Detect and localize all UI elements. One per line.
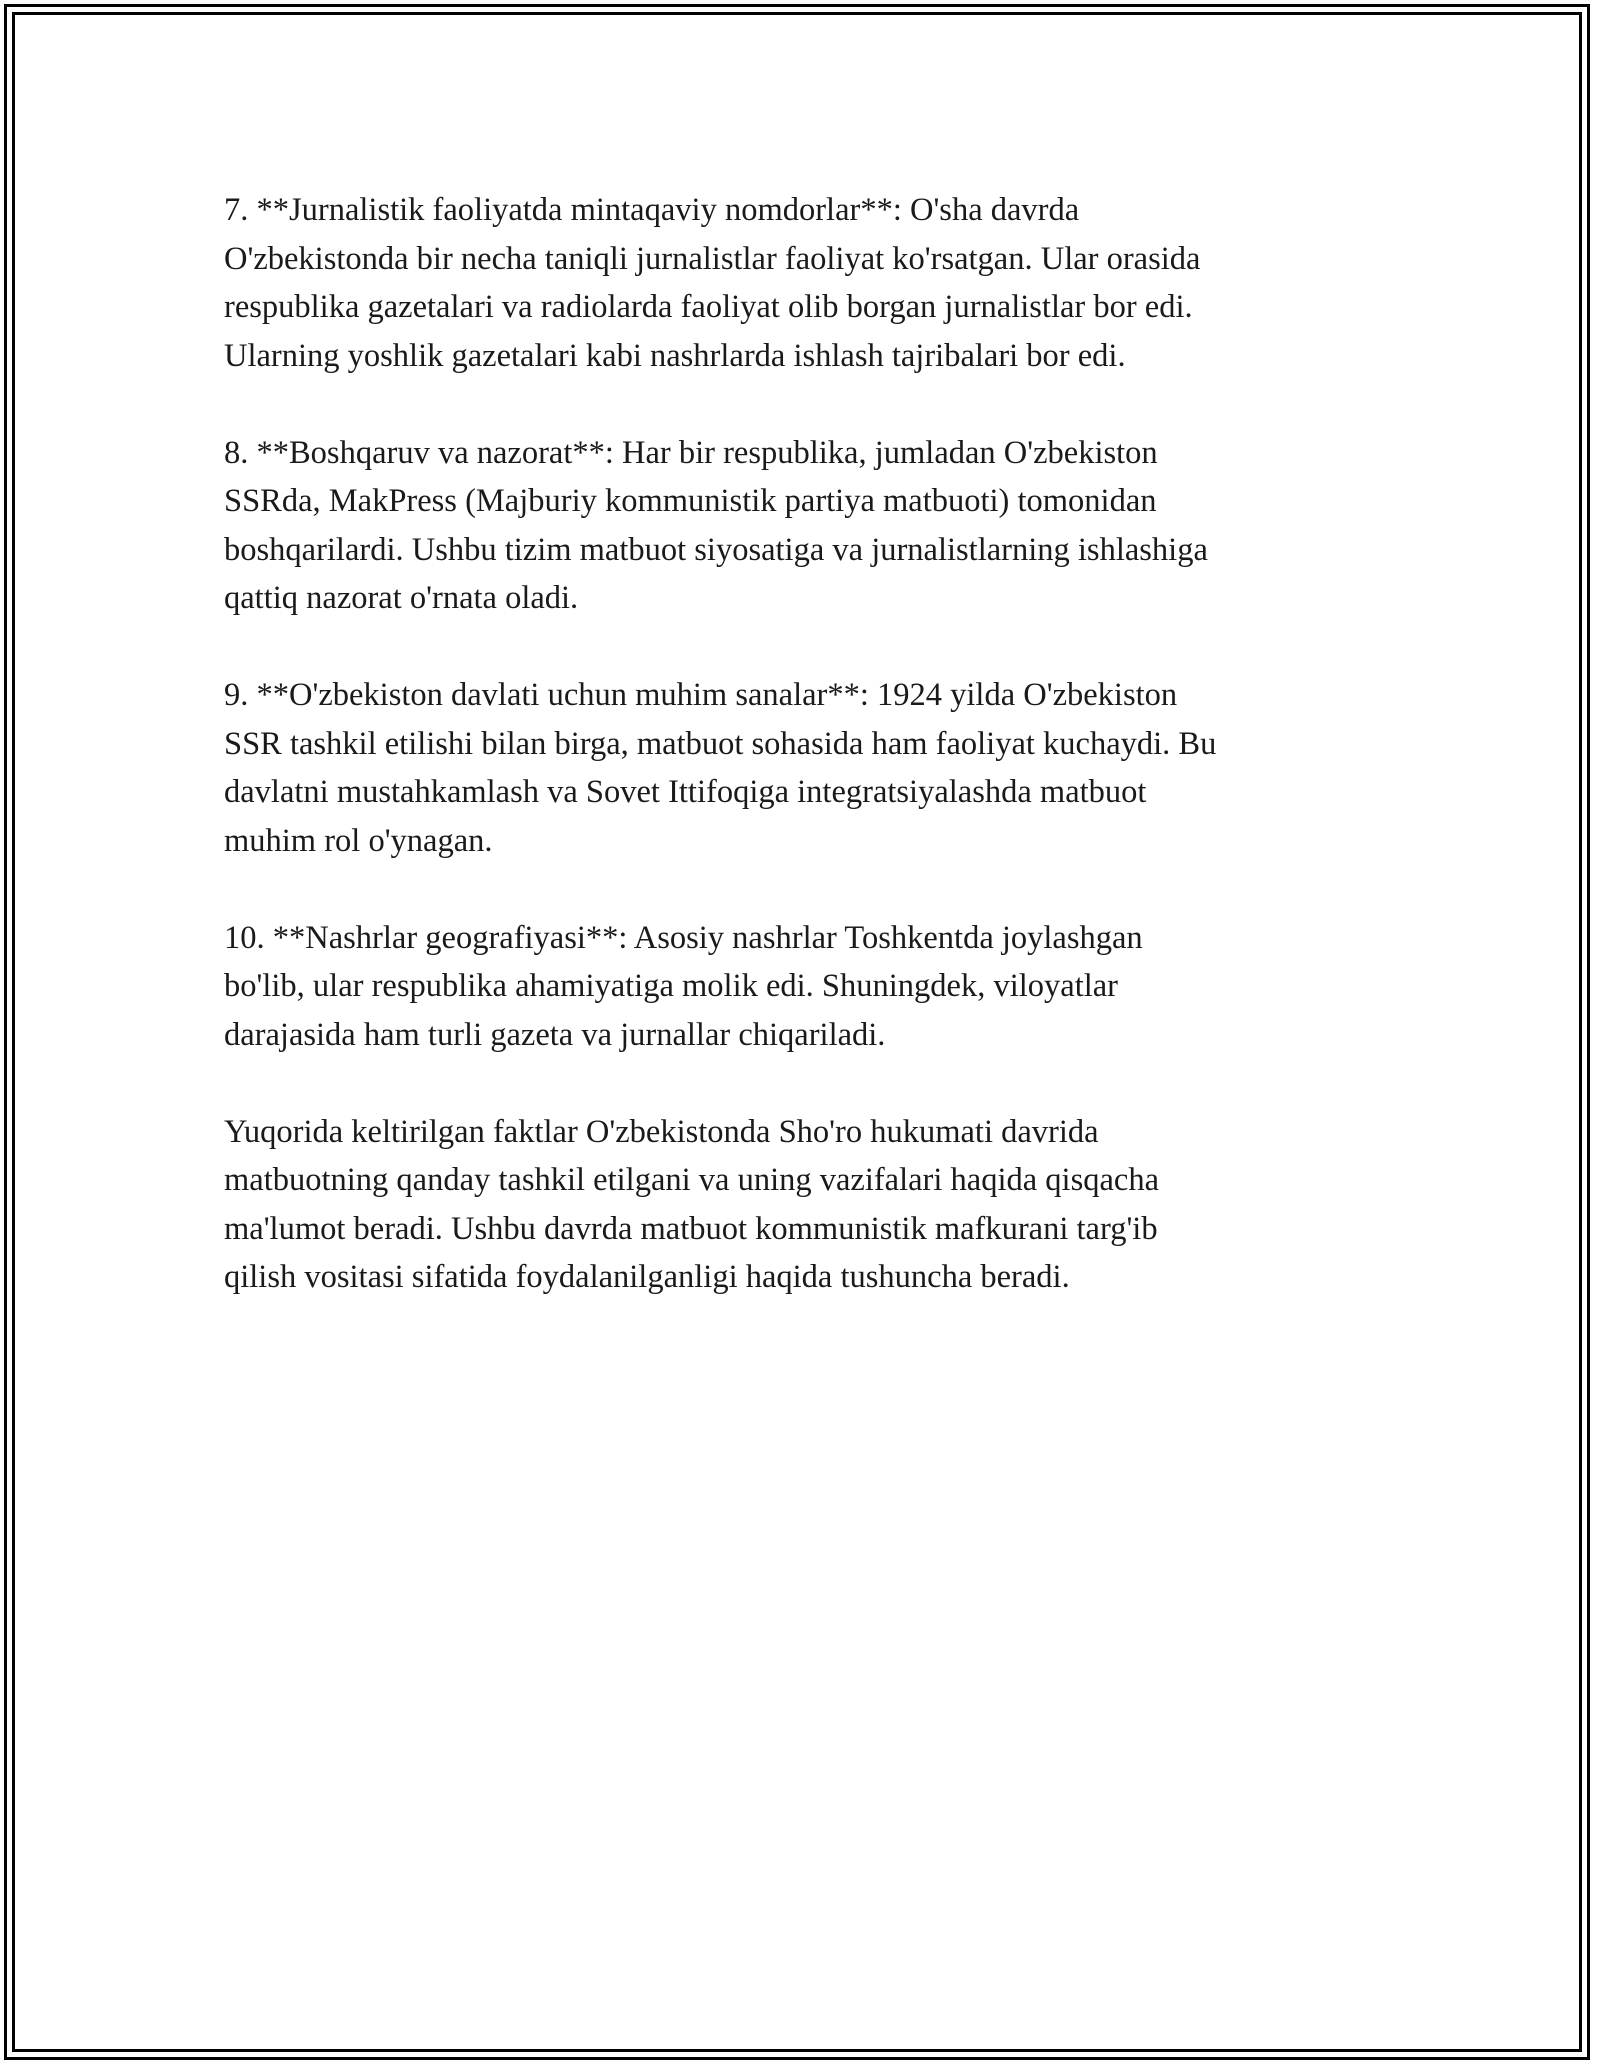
paragraph-8-management-control: 8. **Boshqaruv va nazorat**: Har bir respublika, jumladan O'zbekiston SSRda, MakPress (Majburiy kommunistik partiya matbuoti) tomonidan boshqarilardi. Ushbu tizim matbuot siyosatiga va jurnalistlarning ishlashiga qattiq nazorat o'rnata oladi. (224, 434, 1208, 616)
paragraph-7-regional-journalists: 7. **Jurnalistik faoliyatda mintaqaviy nomdorlar**: O'sha davrda O'zbekistonda bir necha taniqli jurnalistlar faoliyat ko'rsatgan. Ular orasida respublika gazetalari va radiolarda faoliyat olib borgan jurnalistlar bor edi. Ularning yoshlik gazetalari kabi nashrlarda ishlash tajribalari bor edi. (224, 192, 1201, 374)
paragraph-9-important-dates: 9. **O'zbekiston davlati uchun muhim sanalar**: 1924 yilda O'zbekiston SSR tashkil etilishi bilan birga, matbuot sohasida ham faoliyat kuchaydi. Bu davlatni mustahkamlash va Sovet Ittifoqiga integratsiyalashda matbuot muhim rol o'ynagan. (224, 677, 1217, 859)
paragraph-10-publication-geography: 10. **Nashrlar geografiyasi**: Asosiy nashrlar Toshkentda joylashgan bo'lib, ular respublika ahamiyatiga molik edi. Shuningdek, viloyatlar darajasida ham turli gazeta va jurnallar chiqariladi. (224, 919, 1143, 1053)
document-body (224, 186, 1384, 1350)
paragraph-conclusion: Yuqorida keltirilgan faktlar O'zbekistonda Sho'ro hukumati davrida matbuotning qanday tashkil etilgani va uning vazifalari haqida qisqacha ma'lumot beradi. Ushbu davrda matbuot kommunistik mafkurani targ'ib qilish vositasi sifatida foydalanilganligi haqida tushuncha beradi. (224, 1113, 1159, 1295)
